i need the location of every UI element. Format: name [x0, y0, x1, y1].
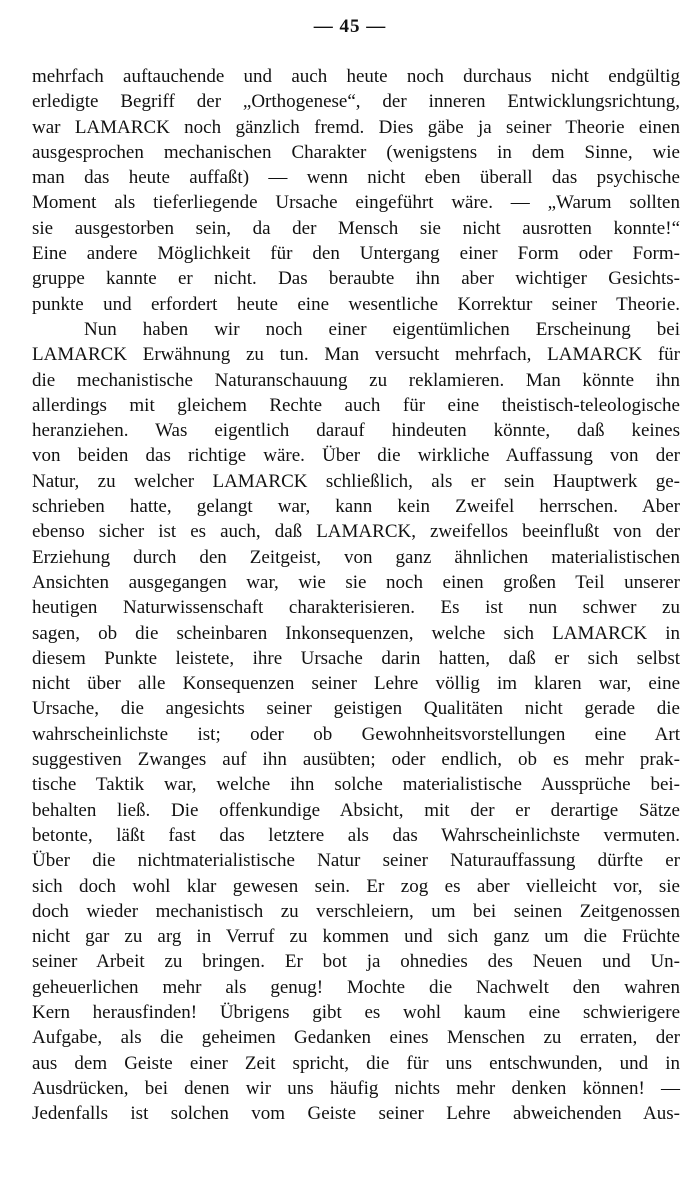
text-line: Eine andere Möglichkeit für den Untergang einer Form oder Form- — [32, 243, 680, 265]
text-line: LAMARCK Erwähnung zu tun. Man versucht mehrfach, LAMARCK für — [32, 344, 680, 366]
text-line: Aufgabe, als die geheimen Gedanken eines Menschen zu erraten, der — [32, 1027, 680, 1049]
text-line: Erziehung durch den Zeitgeist, von ganz ähnlichen materialistischen — [32, 546, 680, 568]
body-text — [32, 64, 680, 1126]
text-line: ausgesprochen mechanischen Charakter (wenigstens in dem Sinne, wie — [32, 141, 680, 163]
text-line: von beiden das richtige wäre. Über die wirkliche Auffassung von der — [32, 445, 680, 467]
text-line: sagen, ob die scheinbaren Inkonsequenzen, welche sich LAMARCK in — [32, 622, 680, 644]
text-line: Natur, zu welcher LAMARCK schließlich, als er sein Hauptwerk ge- — [32, 470, 680, 492]
text-line: seiner Arbeit zu bringen. Er bot ja ohnedies des Neuen und Un- — [32, 951, 680, 973]
text-line: Kern herausfinden! Übrigens gibt es wohl kaum eine schwierigere — [32, 1001, 680, 1023]
text-line: man das heute auffaßt) — wenn nicht eben überall das psychische — [32, 167, 680, 189]
text-line: tische Taktik war, welche ihn solche materialistische Aussprüche bei- — [32, 774, 680, 796]
text-line: nicht gar zu arg in Verruf zu kommen und sich ganz um die Früchte — [32, 926, 680, 948]
text-line: wahrscheinlichste ist; oder ob Gewohnheitsvorstellungen eine Art — [32, 723, 680, 745]
text-line: sich doch wohl klar gewesen sein. Er zog es aber vielleicht vor, sie — [32, 875, 680, 897]
text-line: die mechanistische Naturanschauung zu reklamieren. Man könnte ihn — [32, 369, 680, 391]
text-line: mehrfach auftauchende und auch heute noch durchaus nicht endgültig — [32, 66, 680, 87]
text-line: punkte und erfordert heute eine wesentliche Korrektur seiner Theorie. — [32, 293, 680, 315]
text-line: Über die nichtmaterialistische Natur seiner Naturauffassung dürfte er — [32, 850, 680, 872]
text-line: war LAMARCK noch gänzlich fremd. Dies gäbe ja seiner Theorie einen — [32, 116, 680, 138]
text-line: Jedenfalls ist solchen vom Geiste seiner Lehre abweichenden Aus- — [32, 1103, 680, 1125]
text-line: Ursache, die angesichts seiner geistigen Qualitäten nicht gerade die — [32, 698, 680, 720]
text-line: erledigte Begriff der „Orthogenese“, der inneren Entwicklungsrichtung, — [32, 91, 680, 113]
paragraph-start-line: Nun haben wir noch einer eigentümlichen Erscheinung bei — [84, 318, 680, 340]
text-line: betonte, läßt fast das letztere als das Wahrscheinlichste vermuten. — [32, 824, 680, 846]
text-line: heranziehen. Was eigentlich darauf hindeuten könnte, daß keines — [32, 420, 680, 442]
text-line: Ausdrücken, bei denen wir uns häufig nichts mehr denken können! — — [32, 1077, 680, 1099]
text-line: Ansichten ausgegangen war, wie sie noch einen großen Teil unserer — [32, 571, 680, 593]
text-line: doch wieder mechanistisch zu verschleiern, um bei seinen Zeitgenossen — [32, 900, 680, 922]
text-line: gruppe kannte er nicht. Das beraubte ihn aber wichtiger Gesichts- — [32, 268, 680, 290]
text-line: diesem Punkte leistete, ihre Ursache darin hatten, daß er sich selbst — [32, 647, 680, 669]
text-line: behalten ließ. Die offenkundige Absicht, mit der er derartige Sätze — [32, 799, 680, 821]
text-line: aus dem Geiste einer Zeit spricht, die für uns entschwunden, und in — [32, 1052, 680, 1074]
text-line: allerdings mit gleichem Rechte auch für eine theistisch-teleologische — [32, 394, 680, 416]
page-number: — 45 — — [313, 16, 387, 37]
text-line: Moment als tieferliegende Ursache eingeführt wäre. — „Warum sollten — [32, 192, 680, 214]
text-line: heutigen Naturwissenschaft charakterisieren. Es ist nun schwer zu — [32, 597, 680, 619]
text-line: nicht über alle Konsequenzen seiner Lehre völlig im klaren war, eine — [32, 673, 680, 695]
text-line: sie ausgestorben sein, da der Mensch sie nicht ausrotten konnte!“ — [32, 217, 680, 239]
text-line: ebenso sicher ist es auch, daß LAMARCK, zweifellos beeinflußt von der — [32, 521, 680, 543]
text-line: suggestiven Zwanges auf ihn ausübten; oder endlich, ob es mehr prak- — [32, 749, 680, 771]
text-line: geheuerlichen mehr als genug! Mochte die Nachwelt den wahren — [32, 976, 680, 998]
text-line: schrieben hatte, gelangt war, kann kein Zweifel herrschen. Aber — [32, 496, 680, 518]
